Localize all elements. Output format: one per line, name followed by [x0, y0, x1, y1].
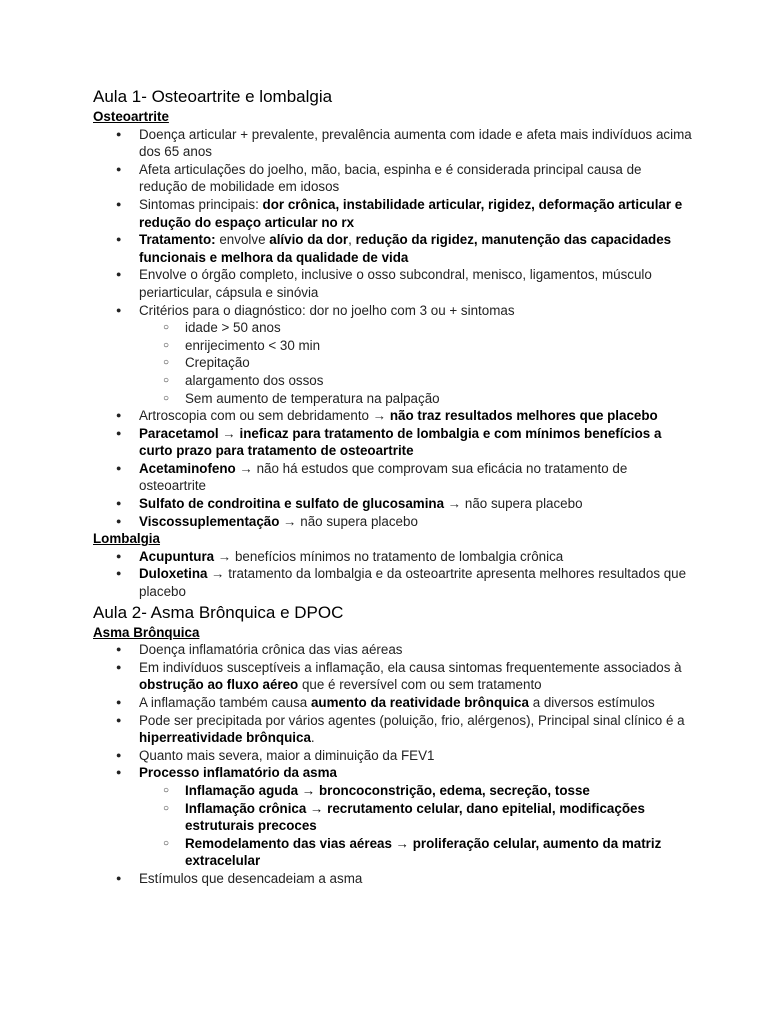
text: . — [310, 730, 315, 746]
sublist-item — [185, 835, 693, 870]
sublist-item: ○ enrijecimento < 30 min — [185, 337, 693, 355]
list-item — [139, 870, 693, 888]
list-item — [139, 495, 693, 513]
list-item-text — [139, 303, 515, 318]
list-item — [139, 460, 693, 495]
text: → — [218, 425, 240, 441]
list-item — [139, 548, 693, 566]
lombalgia-heading: Lombalgia — [93, 531, 160, 547]
text: a diversos estímulos — [528, 695, 655, 710]
list-item — [139, 161, 693, 196]
bold-text: Inflamação aguda → broncoconstrição, edema, secreção, tosse — [185, 782, 590, 798]
bold-text: dor crônica, instabilidade articular, rigidez, deformação articular e redução do espaço articular no rx — [139, 196, 683, 230]
text: que é reversível com ou sem tratamento — [298, 677, 542, 693]
lesson-1-title: Aula 1- Osteoartrite e lombalgia — [93, 87, 333, 106]
sublist-item: ○ Sem aumento de temperatura na palpação — [185, 390, 693, 408]
list-item — [139, 231, 693, 266]
sublist-item — [185, 782, 693, 800]
bold-text: Viscossuplementação — [139, 513, 280, 529]
bold-text: alívio da dor — [269, 232, 349, 248]
sublist-item: ○ idade > 50 anos — [185, 319, 693, 337]
lesson-2-title: Aula 2- Asma Brônquica e DPOC — [93, 602, 344, 622]
text: Afeta articulações do joelho, mão, bacia, espinha e é considerada principal causa de redução de mobilidade em idosos — [139, 161, 642, 195]
bold-text: ineficaz para tratamento de lombalgia e com mínimos benefícios a curto prazo para tratamento de osteoartrite — [139, 425, 662, 459]
text: , — [348, 232, 356, 248]
text: Pode ser precipitada por vários agentes (poluição, frio, alérgenos), Principal sinal clínico é a — [139, 712, 685, 728]
lombalgia-list — [93, 548, 693, 601]
list-item — [139, 747, 693, 765]
text: → não supera placebo — [444, 496, 583, 512]
list-item — [139, 694, 693, 712]
text: Estímulos que desencadeiam a asma — [139, 870, 363, 886]
asma-heading: Asma Brônquica — [93, 624, 200, 640]
list-item — [139, 513, 693, 531]
bold-text: Duloxetina — [139, 566, 208, 582]
text: A inflamação também causa — [139, 695, 311, 710]
text: Em indivíduos susceptíveis a inflamação, ela causa sintomas frequentemente associados à — [139, 659, 682, 675]
list-item — [139, 764, 693, 870]
list-item — [139, 407, 693, 425]
list-item — [139, 659, 693, 694]
list-item-text — [139, 765, 337, 780]
bold-text: Sulfato de condroitina e sulfato de glucosamina — [139, 496, 445, 512]
bold-text: aumento da reatividade brônquica — [310, 695, 529, 710]
list-item — [139, 641, 693, 659]
text: envolve — [215, 232, 270, 248]
sublist-item — [185, 800, 693, 835]
text: Envolve o órgão completo, inclusive o osso subcondral, menisco, ligamentos, músculo periarticular, cápsula e sinóvia — [139, 267, 652, 300]
asma-list — [93, 641, 693, 887]
list-item — [139, 565, 693, 600]
osteoartrite-list — [93, 126, 693, 531]
text: → tratamento da lombalgia e da osteoartrite apresenta melhores resultados que placebo — [139, 566, 687, 600]
text: Quanto mais severa, maior a diminuição da FEV1 — [139, 747, 435, 763]
list-item — [139, 196, 693, 231]
list-item — [139, 712, 693, 747]
osteoartrite-heading: Osteoartrite — [93, 109, 169, 124]
bold-text: redução da rigidez, manutenção das capacidades funcionais e melhora da qualidade de vida — [139, 232, 672, 265]
list-item — [139, 126, 693, 161]
sublist-item: ○ Crepitação — [185, 354, 693, 372]
bold-text: hiperreatividade brônquica — [139, 730, 311, 746]
bold-text: obstrução ao fluxo aéreo — [139, 677, 299, 693]
bold-text: Inflamação crônica → recrutamento celular, dano epitelial, modificações estruturais precoces — [185, 800, 645, 834]
text: Sintomas principais: — [139, 196, 263, 212]
text: → não supera placebo — [279, 513, 418, 529]
bold-text: Paracetamol — [139, 425, 219, 441]
bold-text: Acetaminofeno — [139, 460, 236, 476]
sublist-item: ○ alargamento dos ossos — [185, 372, 693, 390]
bold-text: não traz resultados melhores que placebo — [389, 408, 658, 424]
document-page — [93, 86, 693, 888]
text: → não há estudos que comprovam sua eficácia no tratamento de osteoartrite — [139, 460, 628, 494]
criterios-sublist — [139, 319, 693, 407]
processo-sublist — [139, 782, 693, 870]
bold-text: Acupuntura — [139, 548, 215, 564]
text: Doença articular + prevalente, prevalência aumenta com idade e afeta mais indivíduos acima dos 65 anos — [139, 126, 692, 160]
list-item — [139, 266, 693, 301]
text: Critérios para o diagnóstico: dor no joelho com 3 ou + sintomas — [139, 302, 515, 318]
list-item — [139, 302, 693, 408]
text: Artroscopia com ou sem debridamento → — [139, 408, 390, 424]
bold-text: Processo inflamatório da asma — [139, 765, 337, 781]
list-item — [139, 425, 693, 460]
bold-text: Tratamento: — [139, 232, 216, 248]
text: Doença inflamatória crônica das vias aéreas — [139, 642, 403, 658]
text: → benefícios mínimos no tratamento de lombalgia crônica — [214, 548, 564, 564]
bold-text: Remodelamento das vias aéreas → proliferação celular, aumento da matriz extracelular — [185, 835, 662, 869]
